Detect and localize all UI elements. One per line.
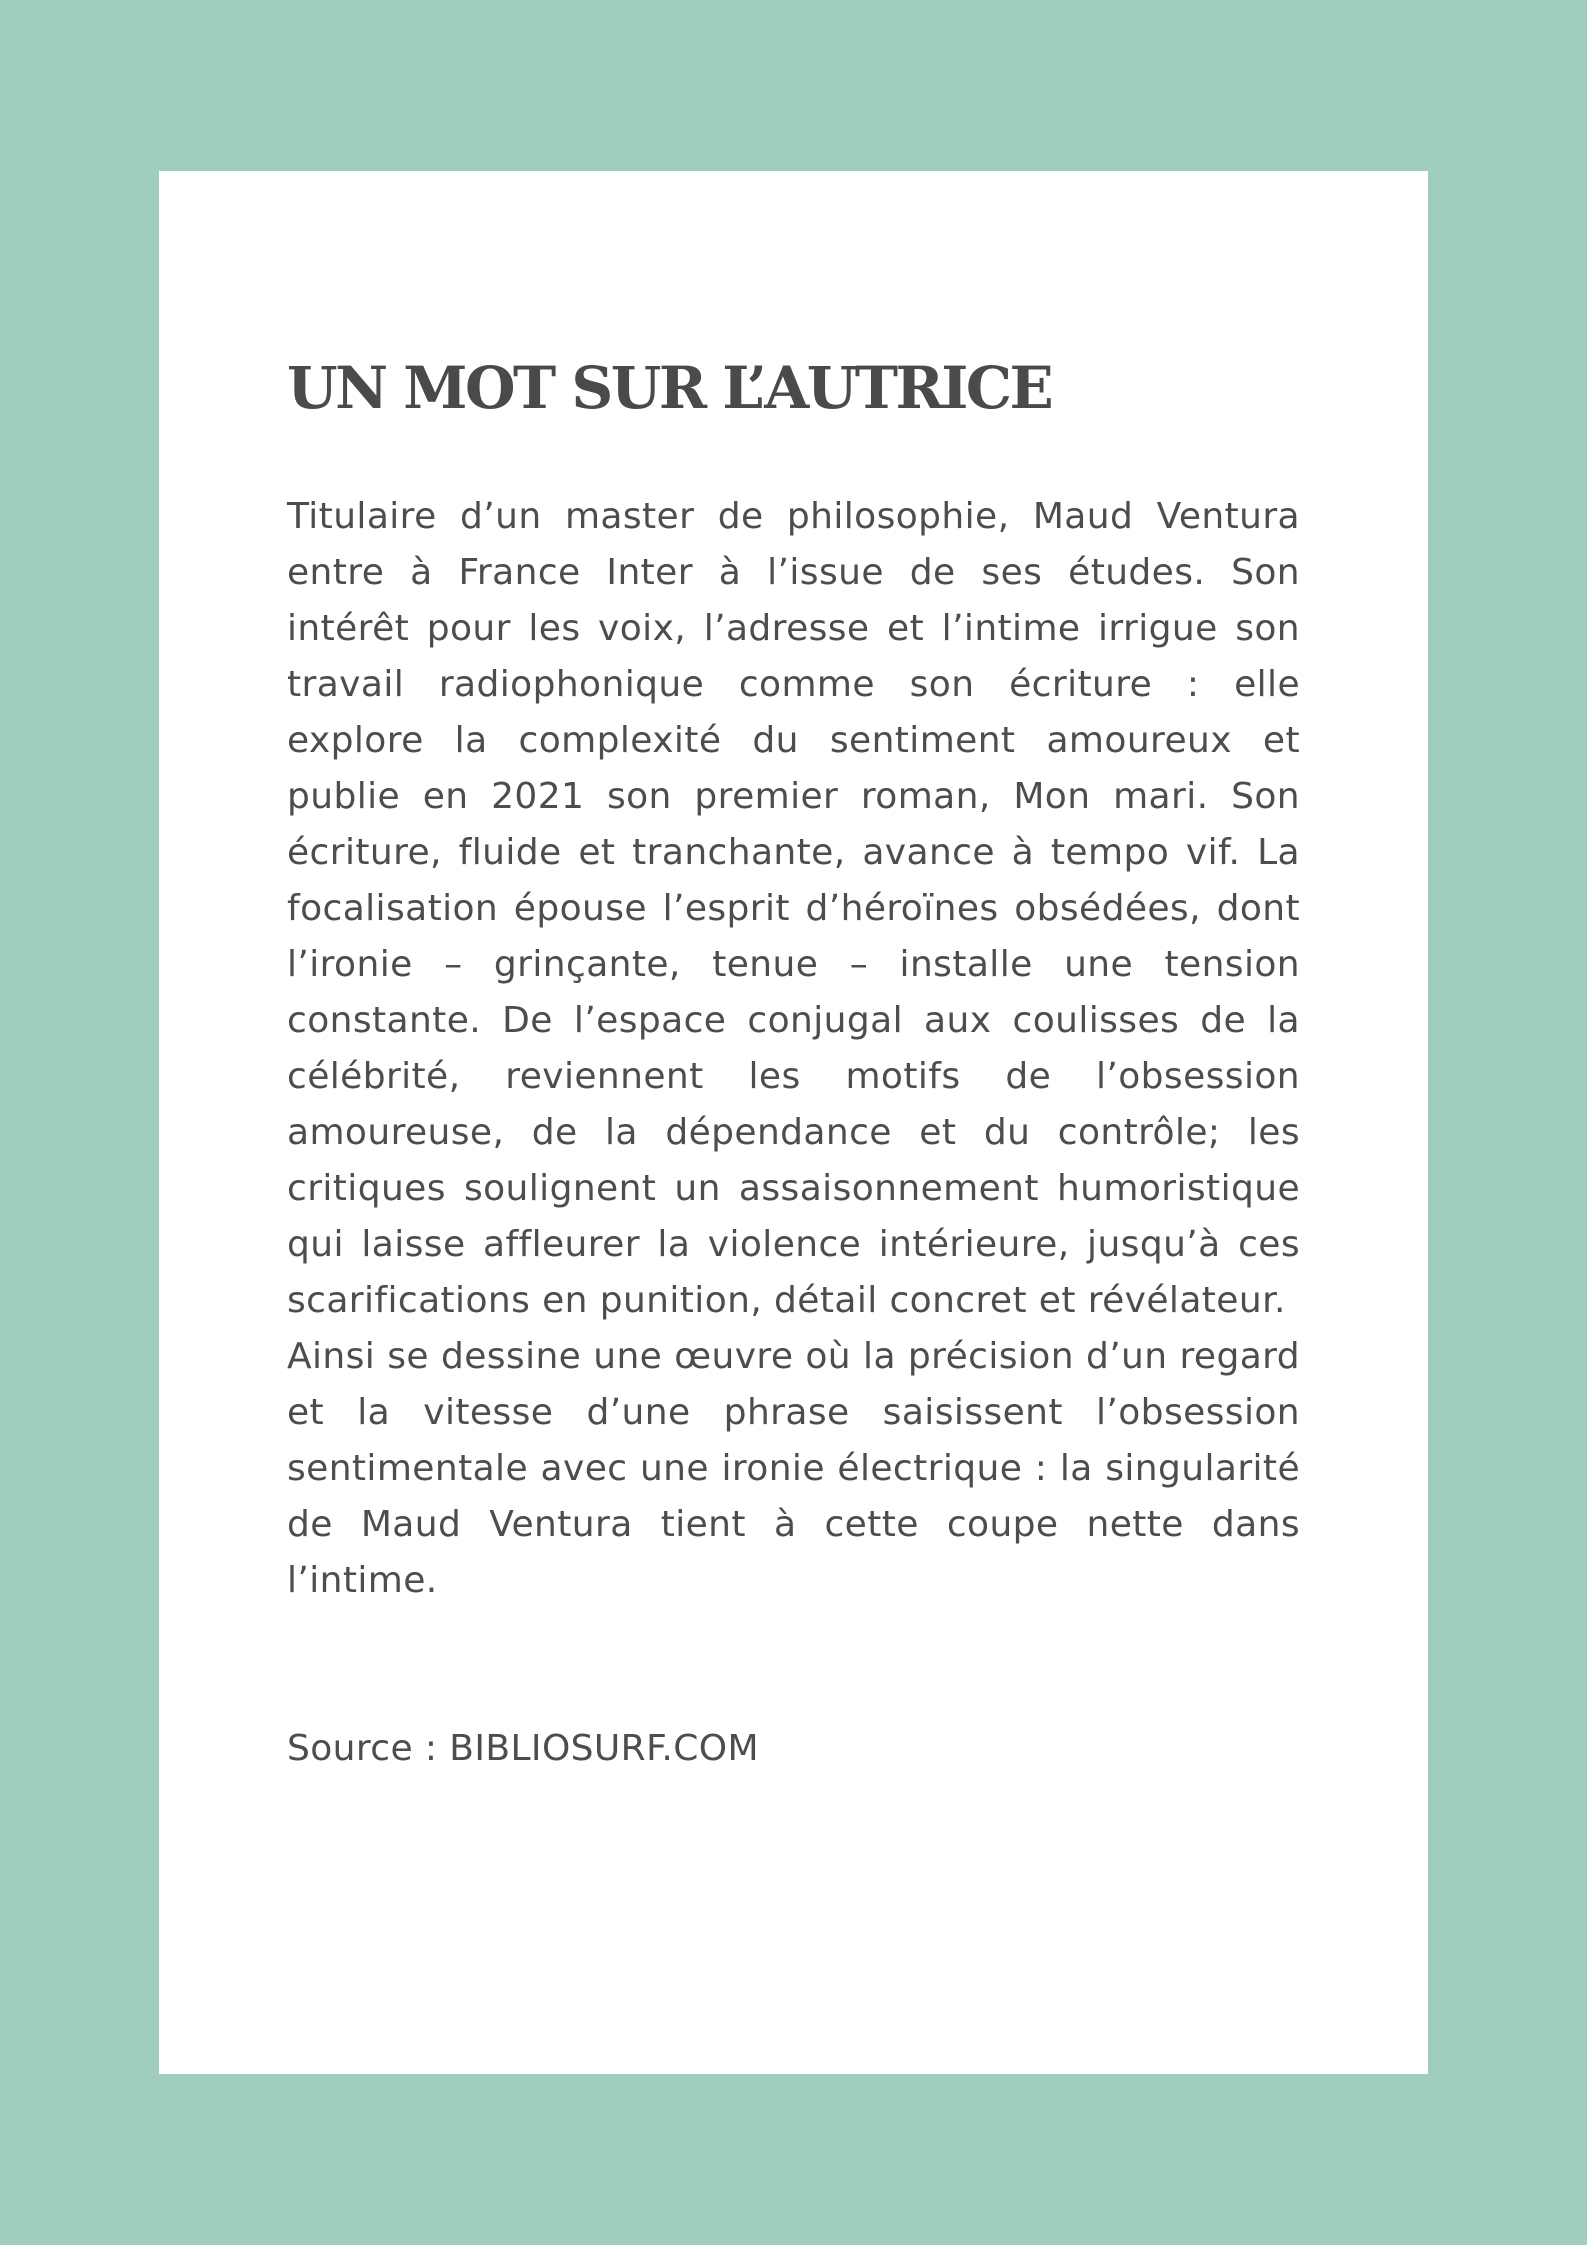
source-credit: Source : BIBLIOSURF.COM [287,1728,759,1769]
author-card [159,171,1428,2074]
author-bio-paragraph: Titulaire d’un master de philosophie, Maud Ventura entre à France Inter à l’issue de ses études. Son intérêt pour les voix, l’adresse et l’intime irrigue son travail radiophonique comme son écriture : elle explore la complexité du sentiment amoureux et publie en 2021 son premier roman, Mon mari. Son écriture, fluide et tranchante, avance à tempo vif. La focalisation épouse l’esprit d’héroïnes obsédées, dont l’ironie – grinçante, tenue – installe une tension constante. De l’espace conjugal aux coulisses de la célébrité, reviennent les motifs de l’obsession amoureuse, de la dépendance et du contrôle; les critiques soulignent un assaisonnement humoristique qui laisse affleurer la violence intérieure, jusqu’à ces scarifications en punition, détail concret et révélateur. [287,496,1300,1321]
card-content [287,354,1300,1777]
author-conclusion-paragraph: Ainsi se dessine une œuvre où la précision d’un regard et la vitesse d’une phrase saisissent l’obsession sentimentale avec une ironie électrique : la singularité de Maud Ventura tient à cette coupe nette dans l’intime. [287,1336,1300,1601]
page-title: UN MOT SUR L’AUTRICE [287,354,1052,422]
